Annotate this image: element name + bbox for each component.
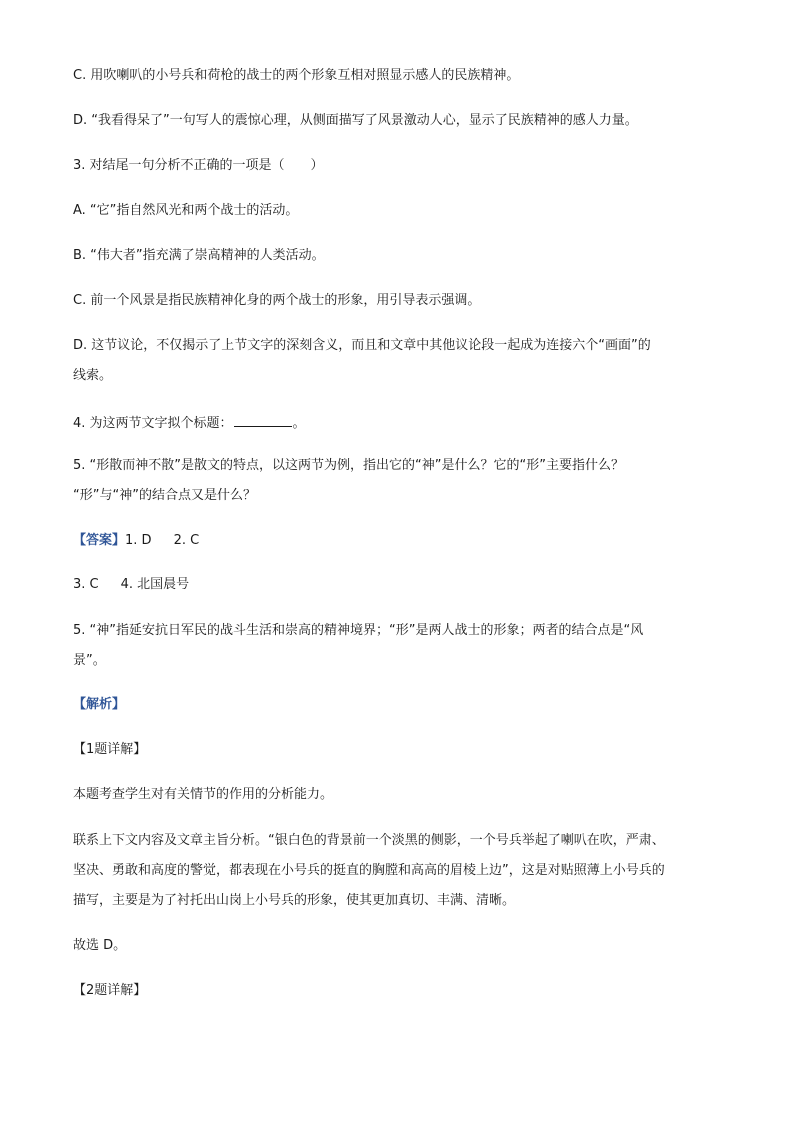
- question-3: 3. 对结尾一句分析不正确的一项是（ ）: [73, 158, 324, 173]
- detail-1-paragraph-2-line-3: 描写，主要是为了衬托出山岗上小号兵的形象，使其更加真切、丰满、清晰。: [73, 893, 516, 908]
- option-c-line: C. 用吹喇叭的小号兵和荷枪的战士的两个形象互相对照显示感人的民族精神。: [73, 68, 520, 83]
- answer-4: 4. 北国晨号: [120, 577, 190, 592]
- option-d-line: D. “我看得呆了”一句写人的震惊心理，从侧面描写了风景激动人心，显示了民族精神的感人力量。: [73, 113, 638, 128]
- question-4-prompt: 4. 为这两节文字拟个标题：: [73, 416, 233, 431]
- question-3-option-c: C. 前一个风景是指民族精神化身的两个战士的形象，用引导表示强调。: [73, 293, 481, 308]
- answer-3: 3. C: [73, 577, 99, 592]
- question-3-option-d-line-1: D. 这节议论，不仅揭示了上节文字的深刻含义，而且和文章中其他议论段一起成为连接六个“画面”的: [73, 338, 651, 353]
- answer-blank: [234, 412, 292, 427]
- detail-1-paragraph-2-line-1: 联系上下文内容及文章主旨分析。“银白色的背景前一个淡黑的侧影，一个号兵举起了喇叭在吹，严肃、: [73, 833, 665, 848]
- question-5-line-1: 5. “形散而神不散”是散文的特点，以这两节为例，指出它的“神”是什么？它的“形”主要指什么？: [73, 458, 624, 473]
- question-5-line-2: “形”与“神”的结合点又是什么？: [73, 488, 256, 503]
- question-4: [73, 412, 306, 433]
- question-3-option-b: B. “伟大者”指充满了崇高精神的人类活动。: [73, 248, 325, 263]
- answer-2: 2. C: [173, 533, 200, 548]
- detail-2-title: 【2题详解】: [73, 983, 147, 998]
- answer-line-2: [73, 576, 189, 594]
- detail-1-title: 【1题详解】: [73, 742, 147, 757]
- answer-line-1: [73, 532, 199, 550]
- answer-5-line-2: 景”。: [73, 653, 106, 668]
- detail-1-conclusion: 故选 D。: [73, 938, 127, 953]
- question-4-end: 。: [292, 416, 306, 431]
- question-3-option-a: A. “它”指自然风光和两个战士的活动。: [73, 203, 299, 218]
- question-3-option-d-line-2: 线索。: [73, 368, 113, 383]
- answer-1: 1. D: [125, 533, 152, 548]
- detail-1-paragraph-2-line-2: 坚决、勇敢和高度的警觉，都表现在小号兵的挺直的胸膛和高高的眉棱上边”，这是对贴照薄上小号兵的: [73, 863, 665, 878]
- analysis-tag: 【解析】: [73, 697, 126, 712]
- answer-tag: 【答案】: [73, 533, 126, 548]
- detail-1-paragraph-1: 本题考查学生对有关情节的作用的分析能力。: [73, 787, 334, 802]
- answer-5-line-1: 5. “神”指延安抗日军民的战斗生活和崇高的精神境界；“形”是两人战士的形象；两者的结合点是“风: [73, 623, 644, 638]
